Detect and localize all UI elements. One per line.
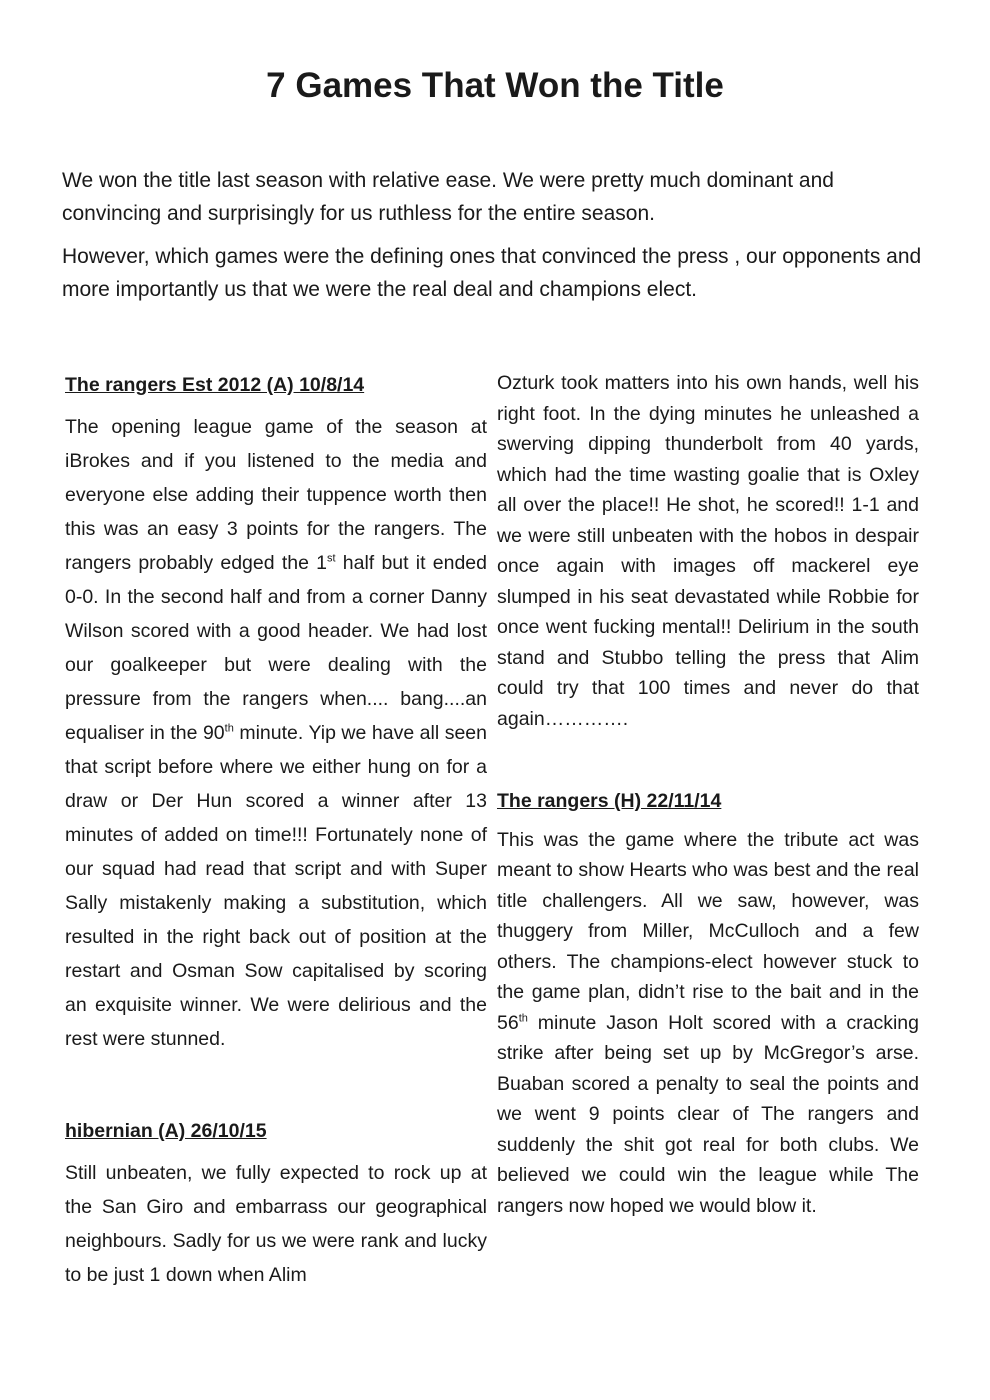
game3-body: This was the game where the tribute act was meant to show Hearts who was best and the real title challengers. All we saw, however, was thuggery from Miller, McCulloch and a few others. The champions-elect however stuck to the game plan, didn’t rise to the bait and in the 56th minute Jason Holt scored with a cracking strike after being set up by McGregor’s arse. Buaban scored a penalty to seal the points and we went 9 points clear of The rangers and suddenly the shit got real for both clubs. We believed we could win the league while The rangers now hoped we would blow it. <box>497 828 919 1217</box>
intro <box>62 164 922 316</box>
game1-body: The opening league game of the season at iBrokes and if you listened to the media and everyone else adding their tuppence worth then this was an easy 3 points for the rangers. The rangers probably edged the 1st half but it ended 0-0. In the second half and from a corner Danny Wilson scored with a good header. We had lost our goalkeeper but were dealing with the pressure from the rangers when.... bang....an equaliser in the 90th minute. Yip we have all seen that script before where we either hung on for a draw or Der Hun scored a winner after 13 minutes of added on time!!! Fortunately none of our squad had read that script and with Super Sally mistakenly making a substitution, which resulted in the right back out of position at the restart and Osman Sow capitalised by scoring an exquisite winner. We were delirious and the rest were stunned. <box>65 416 487 1050</box>
intro-paragraph: However, which games were the defining ones that convinced the press , our opponents and more importantly us that we were the real deal and champions elect. <box>62 245 922 301</box>
right-column <box>497 368 919 1221</box>
game2-body-part2: Ozturk took matters into his own hands, well his right foot. In the dying minutes he unleashed a swerving dipping thunderbolt from 40 yards, which had the time wasting goalie that is Oxley all over the place!! He shot, he scored!! 1-1 and we were still unbeaten with the hobos in despair once again with images off mackerel eye slumped in his seat devastated while Robbie for once went fucking mental!! Delirium in the south stand and Stubbo telling the press that Alim could try that 100 times and never do that again…………. <box>497 372 919 730</box>
game3-heading: The rangers (H) 22/11/14 <box>497 790 722 812</box>
game1-heading: The rangers Est 2012 (A) 10/8/14 <box>65 374 365 396</box>
page-title: 7 Games That Won the Title <box>266 66 724 105</box>
intro-paragraph: We won the title last season with relative ease. We were pretty much dominant and convincing and surprisingly for us ruthless for the entire season. <box>62 169 834 225</box>
game2-heading: hibernian (A) 26/10/15 <box>65 1120 267 1142</box>
game2-body-part1: Still unbeaten, we fully expected to rock up at the San Giro and embarrass our geographical neighbours. Sadly for us we were rank and lucky to be just 1 down when Alim <box>65 1162 487 1286</box>
left-column <box>65 368 487 1292</box>
